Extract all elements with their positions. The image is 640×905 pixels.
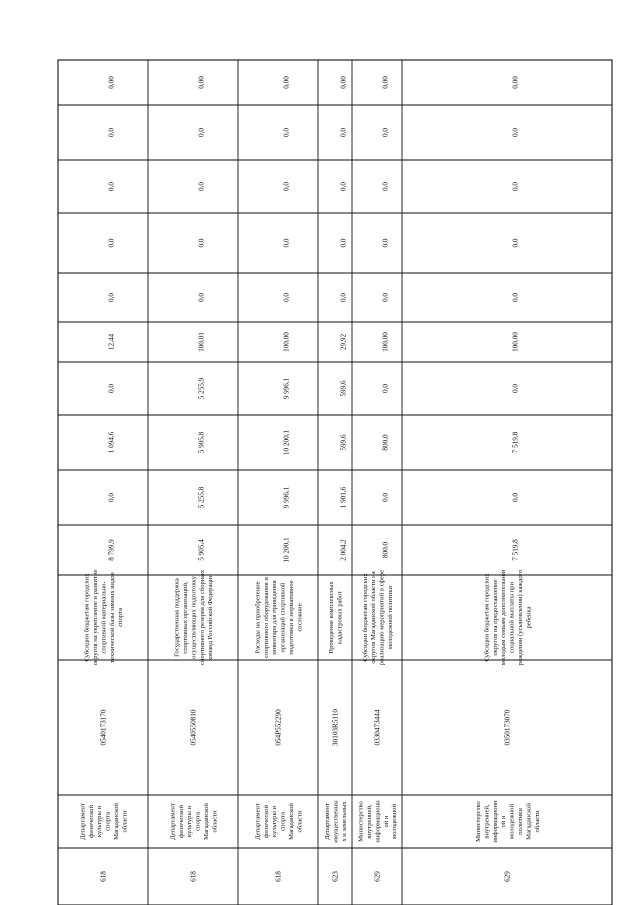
value-v2: 5 255,8 (197, 486, 206, 509)
org-name-line: Министерство (475, 801, 482, 842)
org-name (475, 800, 541, 843)
org-name (79, 803, 128, 840)
value-v2: 9 996,1 (282, 486, 291, 509)
org-name-line: х и земельных (340, 801, 348, 842)
budget-code: 0350173070 (503, 709, 512, 746)
value-v4: 9 996,1 (282, 377, 291, 400)
org-name (358, 800, 399, 843)
org-name-line: физической (87, 805, 95, 838)
value-v1: 7 519,8 (511, 539, 520, 561)
value-v4: 0,0 (381, 384, 390, 393)
value-v5: 100,00 (511, 332, 520, 352)
org-name-line: политики (517, 808, 524, 835)
zero-value: 0,0 (282, 293, 291, 302)
expense-description-line: кадастровых работ (336, 591, 344, 644)
expense-description-line: Расходы на приобретение (254, 581, 262, 654)
zero-value: 0,0 (339, 128, 348, 137)
org-name-line: культуры и (96, 805, 104, 838)
zero-value: 0,0 (381, 128, 390, 137)
row-id: 629 (503, 871, 512, 882)
expense-description-line: подготовки в нормативное (288, 580, 295, 655)
org-name-line: ой и (500, 815, 508, 828)
row-id: 618 (99, 871, 108, 882)
expense-description-line: спортивной материально- (100, 581, 108, 654)
budget-code: 054P552290 (274, 709, 283, 746)
org-name (254, 803, 303, 840)
value-v5: 100,00 (381, 332, 390, 352)
value-v3: 1 094,6 (107, 431, 116, 454)
zero-value: 0,0 (511, 182, 520, 191)
zero-value: 0,0 (339, 238, 348, 248)
expense-description-line: ребенка (525, 606, 533, 629)
org-name-line: Департамент (254, 803, 262, 840)
org-name (169, 803, 218, 840)
value-v2: 0,0 (107, 493, 116, 502)
org-name-line: Департамент (79, 803, 87, 840)
zero-value: 0,0 (511, 293, 520, 302)
zero-value: 0,00 (381, 76, 390, 89)
value-v3: 7 519,8 (511, 431, 520, 454)
org-name-line: Министерство (357, 801, 365, 842)
org-name-line: молодежной (391, 804, 399, 839)
org-name-line: внутренней, (366, 804, 373, 839)
expense-description (254, 577, 303, 658)
org-name-line: Магаданской (525, 803, 533, 840)
zero-value: 0,0 (107, 293, 116, 302)
org-name-line: спорта (279, 812, 287, 831)
expense-description-line: команд Российской Федерации (207, 574, 215, 661)
org-name-line: области (533, 810, 541, 833)
expense-description-line: социальной выплаты при (508, 582, 516, 653)
row-id: 623 (331, 871, 340, 882)
expense-description-line: инвентаря для приведения (271, 580, 279, 655)
row-id: 618 (274, 871, 283, 882)
org-name-line: молодежной (508, 804, 516, 839)
zero-value: 0,0 (381, 293, 390, 302)
zero-value: 0,0 (107, 238, 116, 248)
zero-value: 0,0 (339, 182, 348, 191)
org-name-line: Магаданской (203, 803, 210, 840)
expense-description-line: реализацию мероприятий в сфере (378, 569, 386, 666)
org-name-line: информационн (374, 800, 382, 843)
zero-value: 0,00 (197, 76, 206, 89)
value-v4: 0,0 (107, 384, 116, 393)
zero-value: 0,0 (197, 128, 206, 137)
expense-description-line: округов Магаданской области на (370, 571, 378, 664)
expense-description (84, 570, 125, 666)
org-name-line: области (121, 810, 129, 833)
budget-code: 0540173170 (99, 709, 108, 746)
value-v2: 1 901,6 (339, 486, 348, 509)
expense-description-line: округов на предоставление (491, 579, 499, 656)
row-id: 629 (373, 871, 382, 882)
value-v5: 100,00 (282, 332, 291, 352)
org-name-line: культуры и (186, 805, 194, 838)
org-name-line: Департамент (169, 803, 177, 840)
expense-description (174, 569, 215, 665)
expense-description-line: осуществляющих подготовку (190, 576, 198, 659)
zero-value: 0,0 (511, 238, 520, 248)
value-v4: 599,6 (339, 380, 348, 397)
org-name-line: Департамент (324, 803, 331, 840)
value-v3: 800,0 (381, 434, 390, 451)
value-v5: 100,01 (197, 332, 206, 352)
value-v1: 8 799,9 (107, 539, 116, 561)
expense-description-line: состояние (296, 603, 304, 632)
zero-value: 0,00 (107, 76, 116, 89)
zero-value: 0,0 (339, 293, 348, 302)
expense-description (362, 570, 394, 665)
expense-description-line: Проведение комплексных (328, 581, 336, 654)
value-v2: 0,0 (511, 493, 520, 502)
zero-value: 0,0 (282, 238, 291, 248)
org-name-line: имущественны (332, 800, 340, 843)
row-id: 618 (189, 871, 198, 882)
org-name-line: физической (177, 805, 185, 838)
org-name-line: культуры и (271, 805, 279, 838)
org-name-line: физической (262, 805, 270, 838)
org-name (324, 800, 348, 843)
expense-description (483, 569, 532, 666)
value-v2: 0,0 (381, 493, 390, 502)
value-v5: 12,44 (107, 333, 116, 351)
expense-description-line: Субсидии бюджетам городских (483, 573, 491, 662)
value-v1: 5 905,4 (197, 539, 206, 561)
org-name-line: области (296, 810, 304, 833)
expense-description-line: технической базы зимних видов (108, 572, 116, 663)
zero-value: 0,00 (511, 76, 520, 89)
expense-description-line: организаций спортивной (279, 582, 287, 653)
zero-value: 0,0 (107, 128, 116, 137)
org-name-line: информационн (491, 800, 499, 843)
table-border (58, 60, 612, 905)
expense-description-line: спорта (117, 608, 125, 627)
expense-description-line: Субсидии бюджетам городских (361, 573, 369, 662)
budget-code: 30103R5110 (331, 709, 340, 746)
budget-code: 0540550810 (189, 709, 198, 746)
value-v1: 10 200,1 (282, 537, 291, 563)
value-v3: 599,6 (339, 434, 348, 451)
zero-value: 0,0 (282, 182, 291, 191)
expense-description-line: Субсидии бюджетам городских (83, 573, 91, 662)
zero-value: 0,0 (197, 238, 206, 248)
org-name-line: спорта (194, 812, 202, 831)
value-v1: 2 004,2 (339, 539, 348, 561)
zero-value: 0,0 (107, 182, 116, 191)
zero-value: 0,00 (282, 76, 291, 89)
zero-value: 0,0 (197, 182, 206, 191)
budget-code: 0330473444 (373, 709, 382, 746)
expense-description-line: спортивного оборудования и (262, 577, 270, 658)
value-v5: 29,92 (339, 333, 348, 351)
org-name-line: области (211, 810, 219, 833)
value-v1: 800,0 (381, 541, 390, 559)
org-name-line: спорта (104, 812, 112, 831)
expense-description-line: спортивного резерва для сборных (198, 569, 206, 666)
org-name-line: Магаданской (113, 803, 120, 840)
zero-value: 0,00 (339, 76, 348, 89)
zero-value: 0,0 (381, 182, 390, 191)
value-v4: 5 255,9 (197, 377, 206, 400)
zero-value: 0,0 (381, 238, 390, 248)
expense-description-line: рождении (усыновлении) каждого (517, 569, 524, 666)
value-v3: 5 905,8 (197, 431, 206, 454)
value-v4: 0,0 (511, 384, 520, 393)
expense-description-line: молодежной политики (387, 585, 394, 650)
zero-value: 0,0 (511, 128, 520, 137)
value-v3: 10 200,1 (282, 429, 291, 456)
org-name-line: ой и (382, 815, 390, 828)
zero-value: 0,0 (282, 128, 291, 137)
budget-table (58, 60, 612, 905)
org-name-line: внутренней, (483, 804, 491, 839)
zero-value: 0,0 (197, 293, 206, 302)
expense-description (328, 581, 343, 654)
expense-description-line: молодым семьям дополнительной (500, 569, 508, 666)
expense-description-line: Государственная поддержка (173, 578, 181, 657)
expense-description-line: округов на укрепление и развитие (92, 569, 99, 666)
org-name-line: Магаданской (288, 803, 295, 840)
expense-description-line: спортивных организаций, (182, 581, 189, 654)
